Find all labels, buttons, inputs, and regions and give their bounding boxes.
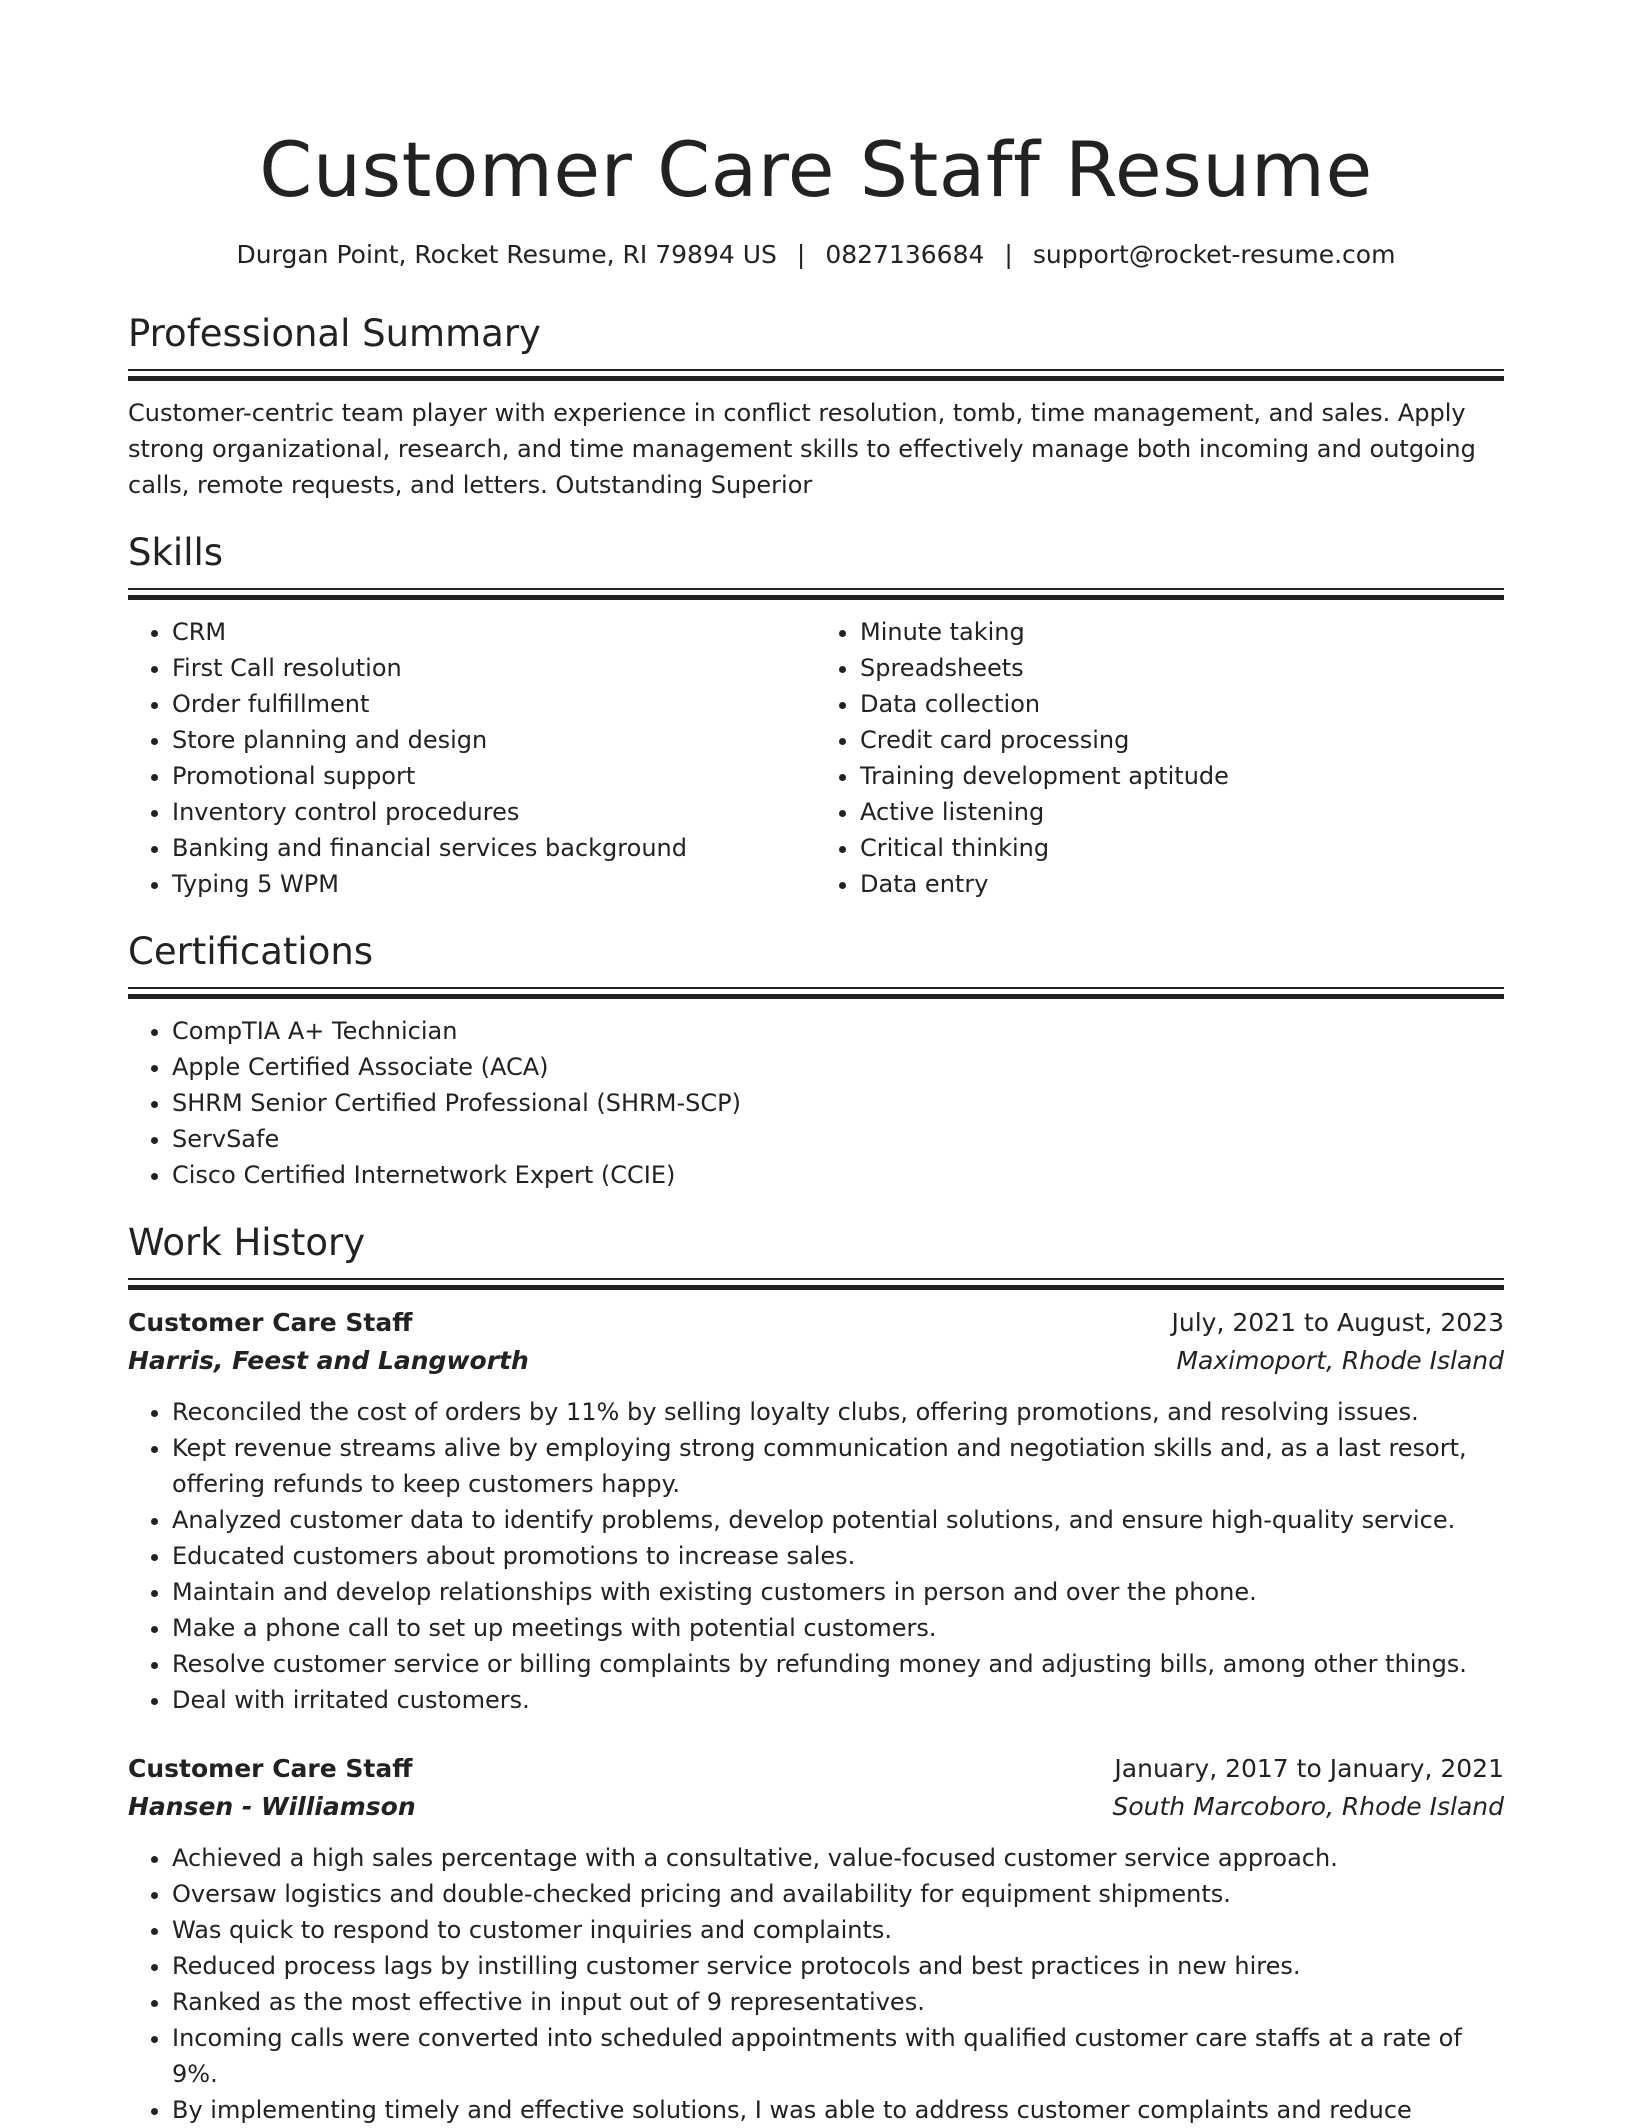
job-bullet: • Deal with irritated customers. (172, 1682, 1504, 1718)
contact-line (128, 238, 1504, 272)
resume-page (128, 0, 1504, 2128)
certification-item: • SHRM Senior Certified Professional (SHRM-SCP) (172, 1085, 1504, 1121)
job-bullet: • Analyzed customer data to identify problems, develop potential solutions, and ensure high-quality service. (172, 1502, 1504, 1538)
skill-item: • Order fulfillment (172, 686, 816, 722)
section-title-work-history: Work History (128, 1221, 366, 1264)
section-title-skills: Skills (128, 531, 224, 574)
job-bullet: • Maintain and develop relationships with existing customers in person and over the phone. (172, 1574, 1504, 1610)
skill-item: • Typing 5 WPM (172, 866, 816, 902)
job-bullet: • Was quick to respond to customer inquiries and complaints. (172, 1912, 1504, 1948)
skill-item: • Data collection (860, 686, 1504, 722)
job-header (128, 1304, 1504, 1342)
job-bullets (128, 1840, 1504, 2128)
skill-item: • Credit card processing (860, 722, 1504, 758)
job-bullets (128, 1394, 1504, 1718)
job-location: Maximoport, Rhode Island (1176, 1346, 1504, 1375)
skill-item: • Training development aptitude (860, 758, 1504, 794)
job-bullet: • Make a phone call to set up meetings with potential customers. (172, 1610, 1504, 1646)
section-divider (128, 1278, 1504, 1290)
job-company: Harris, Feest and Langworth (128, 1346, 529, 1375)
job-dates: July, 2021 to August, 2023 (1171, 1308, 1504, 1337)
job-title: Customer Care Staff (128, 1308, 413, 1337)
job-bullet: • Educated customers about promotions to increase sales. (172, 1538, 1504, 1574)
summary-text: Customer-centric team player with experience in conflict resolution, tomb, time management, and sales. Apply strong organizational, research, and time management skills to effectively manage both incoming and outgoing calls, remote requests, and letters. Outstanding Superior (128, 399, 1476, 499)
job-entry (128, 1750, 1504, 2128)
contact-email: support@rocket-resume.com (1032, 240, 1396, 269)
job-subheader (128, 1342, 1504, 1380)
job-bullet: • Oversaw logistics and double-checked pricing and availability for equipment shipments. (172, 1876, 1504, 1912)
certification-item: • Apple Certified Associate (ACA) (172, 1049, 1504, 1085)
skills-grid (128, 600, 1504, 902)
skill-item: • Data entry (860, 866, 1504, 902)
certification-item: • Cisco Certified Internetwork Expert (CCIE) (172, 1157, 1504, 1193)
job-header (128, 1750, 1504, 1788)
certification-item: • ServSafe (172, 1121, 1504, 1157)
skill-item: • Inventory control procedures (172, 794, 816, 830)
skills-section (128, 529, 1504, 902)
certifications-section (128, 928, 1504, 1193)
contact-separator: | (1004, 240, 1013, 269)
section-divider (128, 987, 1504, 999)
job-bullet: • Kept revenue streams alive by employing strong communication and negotiation skills and, as a last resort, offering refunds to keep customers happy. (172, 1430, 1504, 1502)
resume-title: Customer Care Staff Resume (259, 125, 1373, 214)
skill-item: • Spreadsheets (860, 650, 1504, 686)
job-location: South Marcoboro, Rhode Island (1112, 1792, 1504, 1821)
skill-item: • First Call resolution (172, 650, 816, 686)
job-bullet: • Achieved a high sales percentage with a consultative, value-focused customer service approach. (172, 1840, 1504, 1876)
section-divider (128, 588, 1504, 600)
job-bullet: • Reconciled the cost of orders by 11% by selling loyalty clubs, offering promotions, and resolving issues. (172, 1394, 1504, 1430)
job-bullet: • Resolve customer service or billing complaints by refunding money and adjusting bills, among other things. (172, 1646, 1504, 1682)
section-title-summary: Professional Summary (128, 312, 541, 355)
skill-item: • Active listening (860, 794, 1504, 830)
skills-list-left (128, 614, 816, 902)
work-history-section (128, 1219, 1504, 2128)
summary-section (128, 310, 1504, 503)
section-title-certifications: Certifications (128, 930, 374, 973)
job-entry (128, 1304, 1504, 1718)
certifications-list (128, 1013, 1504, 1193)
job-subheader (128, 1788, 1504, 1826)
job-dates: January, 2017 to January, 2021 (1114, 1754, 1504, 1783)
skill-item: • Banking and financial services background (172, 830, 816, 866)
job-bullet: • By implementing timely and effective solutions, I was able to address customer complaints and reduce (172, 2092, 1504, 2128)
contact-separator: | (796, 240, 806, 269)
contact-phone: 0827136684 (825, 240, 985, 269)
job-bullet: • Incoming calls were converted into scheduled appointments with qualified customer care staffs at a rate of 9%. (172, 2020, 1504, 2092)
skill-item: • Minute taking (860, 614, 1504, 650)
skill-item: • Promotional support (172, 758, 816, 794)
skill-item: • Critical thinking (860, 830, 1504, 866)
section-divider (128, 369, 1504, 381)
skill-item: • CRM (172, 614, 816, 650)
job-bullet: • Reduced process lags by instilling customer service protocols and best practices in new hires. (172, 1948, 1504, 1984)
certification-item: • CompTIA A+ Technician (172, 1013, 1504, 1049)
skill-item: • Store planning and design (172, 722, 816, 758)
contact-address: Durgan Point, Rocket Resume, RI 79894 US (236, 240, 777, 269)
job-title: Customer Care Staff (128, 1754, 413, 1783)
job-bullet: • Ranked as the most effective in input out of 9 representatives. (172, 1984, 1504, 2020)
job-company: Hansen - Williamson (128, 1792, 416, 1821)
skills-list-right (816, 614, 1504, 902)
